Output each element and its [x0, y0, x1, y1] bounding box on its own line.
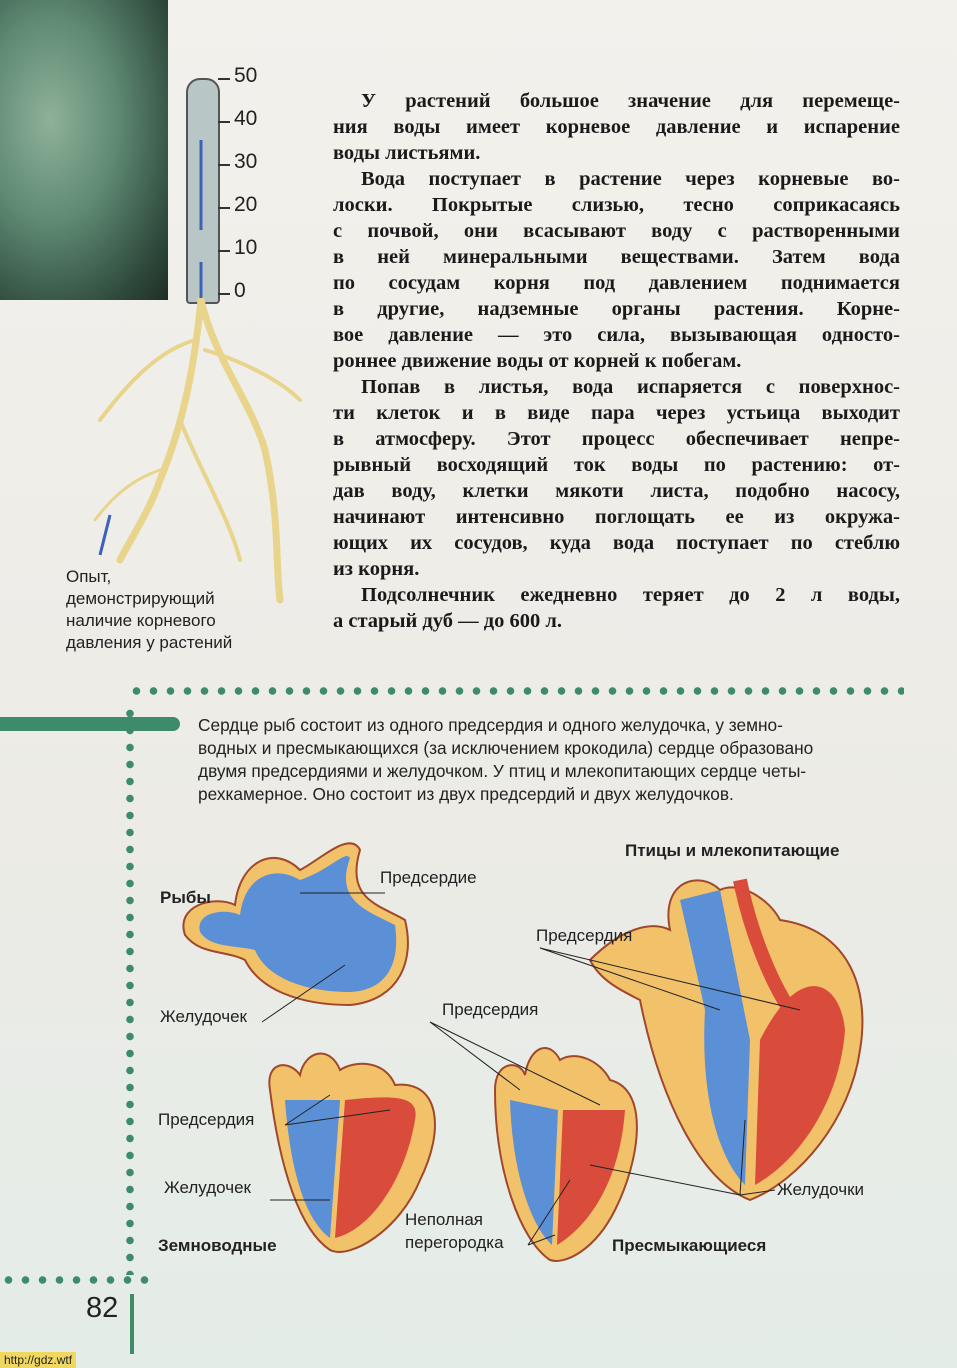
figure-caption [66, 566, 232, 654]
septum-label: перегородка [405, 1233, 504, 1252]
reptile-heart [495, 1048, 637, 1261]
dotted-border-top [128, 687, 904, 695]
main-text [333, 88, 900, 634]
info-box-text [198, 714, 903, 806]
amph-ventricle-label: Желудочек [164, 1178, 251, 1197]
text-line: с почвой, они всасывают воду с растворенными [333, 220, 900, 242]
text-line: по сосудам корня под давлением поднимается [333, 272, 900, 294]
text-line: Попав в листья, вода испаряется с поверхнос- [361, 376, 900, 398]
scale-label: 10 [234, 236, 258, 259]
text-line: вое давление — это сила, вызывающая односто- [333, 324, 900, 346]
reptile-title: Пресмыкающиеся [612, 1236, 767, 1255]
caption-line: Опыт, [66, 567, 112, 586]
fish-atrium-label: Предсердие [380, 868, 477, 887]
text-line: в другие, надземные органы растения. Корне- [333, 298, 900, 320]
amph-atria-label: Предсердия [158, 1110, 255, 1129]
fish-heart [183, 843, 408, 1005]
fish-title: Рыбы [160, 888, 211, 907]
text-line: в атмосферу. Этот процесс обеспечивает непре- [333, 428, 900, 450]
page-number: 82 [86, 1292, 119, 1324]
text-line: дав воду, клетки мякоти листа, подобно насосу, [333, 480, 900, 502]
scale-label: 30 [234, 150, 258, 173]
amph-title: Земноводные [158, 1236, 277, 1255]
text-line: Вода поступает в растение через корневые во- [361, 168, 900, 190]
dotted-border-bottom [0, 1276, 155, 1284]
box-line: двумя предсердиями и желудочком. У птиц и млекопитающих сердце четы- [198, 761, 807, 781]
text-line: роннее движение воды от корней к побегам. [333, 350, 742, 372]
text-line: из корня. [333, 558, 420, 580]
septum-label: Неполная [405, 1210, 483, 1229]
box-line: рехкамерное. Оно состоит из двух предсердий и двух желудочков. [198, 784, 734, 804]
text-line: рывный восходящий ток воды по растению: от- [333, 454, 900, 476]
text-line: лоски. Покрытые слизью, тесно соприкасаясь [333, 194, 900, 216]
caption-line: наличие корневого [66, 611, 216, 630]
arrow-icon [100, 515, 110, 555]
text-line: ния воды имеет корневое давление и испарение [333, 116, 900, 138]
reptile-atria-label: Предсердия [442, 1000, 539, 1019]
caption-line: давления у растений [66, 633, 233, 652]
ventricles-label: Желудочки [777, 1180, 865, 1199]
text-line: Подсолнечник ежедневно теряет до 2 л воды, [361, 584, 900, 606]
page-number-divider [130, 1294, 134, 1354]
scale-label: 40 [234, 107, 258, 130]
fish-ventricle-label: Желудочек [160, 1007, 247, 1026]
root-system [95, 300, 300, 600]
box-line: водных и пресмыкающихся (за исключением крокодила) сердце образовано [198, 738, 814, 758]
caption-line: демонстрирующий [66, 589, 215, 608]
birds-title: Птицы и млекопитающие [625, 841, 840, 860]
text-line: а старый дуб — до 600 л. [333, 610, 562, 632]
scale-label: 0 [234, 279, 246, 302]
text-line: воды листьями. [333, 142, 481, 164]
scale-label: 50 [234, 64, 258, 87]
text-line: ти клеток и в виде пара через устьица выходит [333, 402, 900, 424]
scale-label: 20 [234, 193, 258, 216]
text-line: начинают интенсивно поглощать ее из окружа- [333, 506, 900, 528]
text-line: в ней минеральными веществами. Затем вода [333, 246, 900, 268]
box-line: Сердце рыб состоит из одного предсердия и одного желудочка, у земно- [198, 715, 783, 735]
text-line: У растений большое значение для перемеще- [361, 90, 900, 112]
accent-bar [0, 717, 180, 731]
birds-atria-label: Предсердия [536, 926, 633, 945]
dotted-border-left [126, 705, 134, 1275]
watermark-url[interactable]: http://gdz.wtf [0, 1352, 76, 1368]
text-line: ющих их сосудов, куда вода поступает по стеблю [333, 532, 900, 554]
